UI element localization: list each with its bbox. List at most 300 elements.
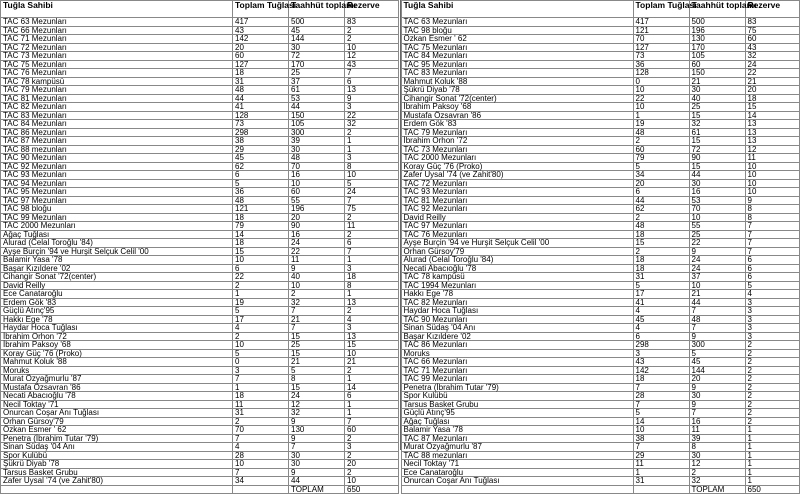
pledge-total-cell: 24 (289, 392, 345, 401)
total-bricks-cell: 3 (633, 349, 689, 358)
owner-cell: Hakkı Ege '78 (401, 290, 633, 299)
total-bricks-cell: 38 (233, 137, 289, 146)
reserve-cell: 13 (345, 332, 399, 341)
owner-cell: TAC 66 Mezunları (1, 26, 233, 35)
total-bricks-cell: 11 (233, 400, 289, 409)
reserve-cell: 4 (345, 315, 399, 324)
total-bricks-cell: 10 (633, 426, 689, 435)
table-row (401, 171, 799, 180)
total-bricks-cell: 1 (233, 383, 289, 392)
reserve-cell: 14 (745, 111, 799, 120)
total-bricks-cell: 11 (633, 460, 689, 469)
pledge-total-cell: 105 (289, 120, 345, 129)
pledge-total-cell: 44 (689, 171, 745, 180)
reserve-cell: 1 (745, 434, 799, 443)
pledge-total-cell: 196 (289, 205, 345, 214)
owner-cell: Sinan Südaş '04 Anı (401, 324, 633, 333)
reserve-cell: 2 (745, 366, 799, 375)
table-row (401, 103, 799, 112)
table-row (401, 392, 799, 401)
pledge-total-cell: 5 (289, 366, 345, 375)
reserve-cell: 6 (345, 239, 399, 248)
owner-cell: İbrahim Paksoy '68 (1, 341, 233, 350)
table-row (401, 273, 799, 282)
owner-cell: Mustafa Özsavran '86 (1, 383, 233, 392)
total-bricks-cell: 29 (233, 145, 289, 154)
owner-cell: TAC 76 Mezunları (1, 69, 233, 78)
reserve-cell: 10 (745, 188, 799, 197)
reserve-cell: 2 (345, 468, 399, 477)
table-row (401, 307, 799, 316)
pledge-total-cell: 9 (289, 468, 345, 477)
reserve-cell: 1 (745, 451, 799, 460)
total-bricks-cell: 73 (633, 52, 689, 61)
pledge-total-cell: 70 (289, 162, 345, 171)
pledge-total-cell: 105 (689, 52, 745, 61)
total-bricks-cell: 79 (233, 222, 289, 231)
left-brick-table (0, 0, 399, 494)
total-bricks-cell: 62 (633, 205, 689, 214)
owner-cell: Güçlü Atınç'95 (401, 409, 633, 418)
pledge-total-cell: 24 (289, 239, 345, 248)
total-bricks-header: Toplam Tuğlası (633, 1, 689, 18)
total-bricks-cell: 70 (633, 35, 689, 44)
owner-cell: TAC 83 Mezunları (401, 69, 633, 78)
reserve-cell: 75 (345, 205, 399, 214)
total-bricks-cell: 2 (233, 332, 289, 341)
owner-cell: TAC 81 Mezunları (1, 94, 233, 103)
table-row (1, 324, 399, 333)
pledge-total-cell: 22 (289, 247, 345, 256)
pledge-total-header: Taahhüt toplamı (289, 1, 345, 18)
owner-cell: TAC 82 Mezunları (1, 103, 233, 112)
owner-cell: TAC 73 Mezunları (1, 52, 233, 61)
pledge-total-cell: 10 (289, 281, 345, 290)
owner-cell: TAC 88 mezunları (401, 451, 633, 460)
owner-cell: TAC 66 Mezunları (401, 358, 633, 367)
owner-cell: TAC 84 Mezunları (1, 120, 233, 129)
left-total-value: 650 (345, 485, 399, 494)
reserve-cell: 3 (345, 154, 399, 163)
reserve-cell: 2 (745, 409, 799, 418)
table-row (1, 460, 399, 469)
total-bricks-cell: 7 (633, 400, 689, 409)
total-bricks-cell: 5 (233, 179, 289, 188)
total-bricks-cell: 1 (233, 290, 289, 299)
table-row (1, 69, 399, 78)
reserve-cell: 22 (745, 69, 799, 78)
total-bricks-cell: 0 (233, 358, 289, 367)
reserve-cell: 10 (745, 162, 799, 171)
table-row (1, 375, 399, 384)
owner-header: Tuğla Sahibi (401, 1, 633, 18)
reserve-cell: 2 (345, 128, 399, 137)
reserve-cell: 7 (745, 239, 799, 248)
reserve-cell: 18 (745, 94, 799, 103)
owner-cell: TAC 87 Mezunları (1, 137, 233, 146)
pledge-total-cell: 44 (689, 298, 745, 307)
table-row (401, 69, 799, 78)
reserve-cell: 5 (345, 179, 399, 188)
reserve-cell: 43 (345, 60, 399, 69)
reserve-cell: 24 (345, 188, 399, 197)
left-total-blank-2 (233, 485, 289, 494)
owner-cell: TAC 72 Mezunları (1, 43, 233, 52)
pledge-total-cell: 196 (689, 26, 745, 35)
owner-cell: TAC 86 Mezunları (1, 128, 233, 137)
total-bricks-cell: 121 (233, 205, 289, 214)
reserve-cell: 7 (745, 230, 799, 239)
right-total-blank-2 (633, 485, 689, 494)
reserve-cell: 8 (745, 205, 799, 214)
owner-cell: TAC 92 Mezunları (1, 162, 233, 171)
pledge-total-cell: 10 (689, 281, 745, 290)
total-bricks-cell: 128 (233, 111, 289, 120)
pledge-total-cell: 10 (689, 213, 745, 222)
table-row (1, 52, 399, 61)
reserve-cell: 1 (345, 290, 399, 299)
total-bricks-cell: 5 (233, 307, 289, 316)
pledge-total-cell: 7 (689, 307, 745, 316)
table-row (401, 426, 799, 435)
owner-cell: TAC 82 Mezunları (401, 298, 633, 307)
pledge-total-cell: 15 (289, 349, 345, 358)
pledge-total-cell: 12 (689, 460, 745, 469)
pledge-total-cell: 500 (289, 18, 345, 27)
owner-cell: Koray Güç '76 (Proko) (1, 349, 233, 358)
owner-cell: Tarsus Basket Grubu (401, 400, 633, 409)
reserve-cell: 3 (345, 324, 399, 333)
total-bricks-cell: 18 (233, 392, 289, 401)
reserve-cell: 75 (745, 26, 799, 35)
table-row (401, 137, 799, 146)
reserve-cell: 2 (745, 375, 799, 384)
pledge-total-cell: 9 (289, 434, 345, 443)
reserve-cell: 7 (745, 247, 799, 256)
reserve-cell: 13 (345, 86, 399, 95)
total-bricks-cell: 2 (233, 417, 289, 426)
table-row (401, 239, 799, 248)
owner-cell: Ağaç Tuğlası (1, 230, 233, 239)
pledge-total-cell: 130 (289, 426, 345, 435)
reserve-cell: 12 (745, 145, 799, 154)
owner-cell: Sinan Südaş '04 Anı (1, 443, 233, 452)
reserve-cell: 1 (345, 145, 399, 154)
owner-cell: İbrahim Paksoy '68 (401, 103, 633, 112)
pledge-total-cell: 2 (289, 290, 345, 299)
total-bricks-cell: 20 (233, 43, 289, 52)
pledge-total-cell: 9 (289, 264, 345, 273)
table-row (401, 400, 799, 409)
pledge-total-cell: 20 (289, 213, 345, 222)
owner-cell: Ayşe Burçin '94 ve Hurşit Selçuk Celil '00 (401, 239, 633, 248)
pledge-total-cell: 15 (689, 162, 745, 171)
owner-cell: Ayşe Burçin '94 ve Hurşit Selçuk Celil '00 (1, 247, 233, 256)
total-bricks-cell: 22 (233, 273, 289, 282)
pledge-total-cell: 21 (289, 358, 345, 367)
table-row (1, 477, 399, 486)
reserve-cell: 43 (745, 43, 799, 52)
reserve-cell: 3 (745, 307, 799, 316)
left-table-body (1, 18, 399, 486)
owner-cell: Penetra (İbrahim Tutar '79) (401, 383, 633, 392)
table-row (1, 273, 399, 282)
right-table-panel (401, 0, 800, 450)
table-row (1, 86, 399, 95)
table-row (401, 188, 799, 197)
total-bricks-cell: 19 (233, 298, 289, 307)
pledge-total-cell: 37 (689, 273, 745, 282)
pledge-total-cell: 24 (689, 256, 745, 265)
owner-cell: Güçlü Atınç'95 (1, 307, 233, 316)
total-bricks-cell: 6 (233, 171, 289, 180)
reserve-cell: 3 (745, 332, 799, 341)
reserve-cell: 2 (345, 26, 399, 35)
reserve-cell: 15 (745, 103, 799, 112)
pledge-total-cell: 9 (289, 417, 345, 426)
table-row (401, 222, 799, 231)
right-total-value: 650 (745, 485, 799, 494)
reserve-cell: 2 (745, 358, 799, 367)
reserve-cell: 1 (345, 256, 399, 265)
total-bricks-cell: 20 (633, 179, 689, 188)
total-bricks-cell: 31 (233, 77, 289, 86)
reserve-cell: 2 (345, 230, 399, 239)
table-row (401, 358, 799, 367)
owner-cell: TAC 75 Mezunları (401, 43, 633, 52)
owner-cell: Alurad (Celal Toroğlu '84) (401, 256, 633, 265)
table-row (1, 171, 399, 180)
table-row (401, 86, 799, 95)
pledge-total-cell: 15 (689, 111, 745, 120)
reserve-cell: 10 (345, 171, 399, 180)
owner-cell: TAC 92 Mezunları (401, 205, 633, 214)
total-bricks-cell: 0 (633, 77, 689, 86)
owner-cell: TAC 87 Mezunları (401, 434, 633, 443)
total-bricks-cell: 18 (233, 69, 289, 78)
total-bricks-cell: 127 (233, 60, 289, 69)
pledge-total-cell: 15 (289, 383, 345, 392)
left-total-blank (1, 485, 233, 494)
total-bricks-cell: 70 (233, 426, 289, 435)
reserve-cell: 13 (745, 120, 799, 129)
owner-cell: TAC 73 Mezunları (401, 145, 633, 154)
total-bricks-cell: 3 (233, 366, 289, 375)
reserve-cell: 10 (345, 477, 399, 486)
table-row (401, 52, 799, 61)
owner-cell: TAC 2000 Mezunları (1, 222, 233, 231)
owner-cell: TAC 97 Mezunları (1, 196, 233, 205)
total-bricks-cell: 127 (633, 43, 689, 52)
pledge-total-cell: 7 (689, 409, 745, 418)
reserve-cell: 10 (345, 43, 399, 52)
total-bricks-cell: 29 (633, 451, 689, 460)
table-row (1, 392, 399, 401)
reserve-cell: 1 (345, 375, 399, 384)
reserve-cell: 83 (745, 18, 799, 27)
table-row (401, 409, 799, 418)
table-row (1, 290, 399, 299)
reserve-cell: 3 (345, 264, 399, 273)
owner-cell: TAC 79 Mezunları (401, 128, 633, 137)
table-row (401, 77, 799, 86)
reserve-cell: 9 (345, 94, 399, 103)
total-bricks-cell: 48 (633, 222, 689, 231)
total-bricks-cell: 1 (633, 468, 689, 477)
total-bricks-cell: 48 (233, 86, 289, 95)
owner-cell: Balamir Yasa '78 (401, 426, 633, 435)
pledge-total-cell: 21 (289, 315, 345, 324)
table-row (1, 137, 399, 146)
reserve-cell: 1 (345, 137, 399, 146)
reserve-cell: 8 (745, 213, 799, 222)
owner-cell: Spor Kulübü (401, 392, 633, 401)
reserve-cell: 15 (345, 341, 399, 350)
total-bricks-cell: 22 (633, 94, 689, 103)
pledge-total-cell: 130 (689, 35, 745, 44)
table-row (1, 103, 399, 112)
reserve-cell: 18 (345, 273, 399, 282)
total-bricks-cell: 14 (633, 417, 689, 426)
owner-cell: TAC 76 Mezunları (401, 230, 633, 239)
reserve-cell: 24 (745, 60, 799, 69)
reserve-cell: 83 (345, 18, 399, 27)
pledge-total-cell: 60 (289, 188, 345, 197)
table-row (1, 196, 399, 205)
total-bricks-cell: 15 (233, 247, 289, 256)
pledge-total-cell: 30 (689, 392, 745, 401)
total-bricks-cell: 5 (633, 162, 689, 171)
pledge-total-cell: 30 (689, 451, 745, 460)
reserve-cell: 3 (345, 103, 399, 112)
owner-cell: Zafer Uysal '74 (ve Zahit'80) (1, 477, 233, 486)
right-header-row (401, 1, 799, 18)
owner-cell: TAC 71 Mezunları (1, 35, 233, 44)
total-bricks-cell: 10 (633, 86, 689, 95)
owner-cell: Haydar Hoca Tuğlası (1, 324, 233, 333)
reserve-cell: 10 (745, 171, 799, 180)
pledge-total-cell: 55 (289, 196, 345, 205)
table-row (1, 426, 399, 435)
reserve-cell: 14 (345, 383, 399, 392)
reserve-cell: 3 (745, 315, 799, 324)
reserve-cell: 2 (745, 417, 799, 426)
owner-cell: TAC 84 Mezunları (401, 52, 633, 61)
pledge-total-cell: 500 (689, 18, 745, 27)
total-bricks-cell: 2 (633, 213, 689, 222)
total-bricks-header: Toplam Tuğlası (233, 1, 289, 18)
owner-cell: TAC 2000 Mezunları (401, 154, 633, 163)
owner-header: Tuğla Sahibi (1, 1, 233, 18)
pledge-total-cell: 32 (689, 120, 745, 129)
table-row (401, 256, 799, 265)
owner-cell: İbrahim Orhon '72 (1, 332, 233, 341)
pledge-total-cell: 25 (689, 103, 745, 112)
total-bricks-cell: 7 (633, 443, 689, 452)
total-bricks-cell: 41 (633, 298, 689, 307)
owner-cell: Haydar Hoca Tuğlası (401, 307, 633, 316)
reserve-cell: 2 (745, 341, 799, 350)
owner-cell: Ece Canataroğlu (401, 468, 633, 477)
reserve-header: Rezerve (745, 1, 799, 18)
table-row (1, 239, 399, 248)
total-bricks-cell: 36 (233, 188, 289, 197)
total-bricks-cell: 48 (233, 196, 289, 205)
table-row (401, 120, 799, 129)
pledge-total-cell: 9 (689, 247, 745, 256)
reserve-cell: 11 (745, 154, 799, 163)
table-row (1, 256, 399, 265)
total-bricks-cell: 43 (633, 358, 689, 367)
pledge-total-cell: 7 (289, 307, 345, 316)
owner-cell: Şükrü Diyab '78 (401, 86, 633, 95)
pledge-total-cell: 30 (689, 179, 745, 188)
reserve-cell: 60 (745, 35, 799, 44)
owner-cell: TAC 98 bloğu (401, 26, 633, 35)
owner-cell: TAC 81 Mezunları (401, 196, 633, 205)
owner-cell: Şükrü Diyab '78 (1, 460, 233, 469)
reserve-cell: 21 (745, 77, 799, 86)
pledge-total-cell: 32 (289, 409, 345, 418)
pledge-total-cell: 15 (689, 137, 745, 146)
owner-cell: TAC 98 bloğu (1, 205, 233, 214)
total-bricks-cell: 7 (233, 468, 289, 477)
reserve-cell: 7 (745, 222, 799, 231)
pledge-total-cell: 16 (689, 417, 745, 426)
reserve-cell: 60 (345, 426, 399, 435)
owner-cell: Alurad (Celal Toroğlu '84) (1, 239, 233, 248)
owner-cell: İbrahim Orhon '72 (401, 137, 633, 146)
total-bricks-cell: 2 (233, 281, 289, 290)
pledge-total-cell: 25 (289, 341, 345, 350)
reserve-cell: 1 (745, 477, 799, 486)
reserve-cell: 2 (345, 307, 399, 316)
owner-cell: Koray Güç '76 (Proko) (401, 162, 633, 171)
total-bricks-cell: 6 (233, 264, 289, 273)
pledge-total-cell: 16 (289, 230, 345, 239)
reserve-cell: 1 (745, 443, 799, 452)
reserve-cell: 2 (345, 434, 399, 443)
pledge-total-cell: 55 (689, 222, 745, 231)
pledge-total-cell: 144 (289, 35, 345, 44)
pledge-total-cell: 30 (689, 86, 745, 95)
owner-cell: TAC 90 Mezunları (401, 315, 633, 324)
total-bricks-cell: 4 (233, 443, 289, 452)
owner-cell: Ağaç Tuğlası (401, 417, 633, 426)
pledge-total-cell: 150 (689, 69, 745, 78)
table-row (1, 409, 399, 418)
reserve-cell: 6 (345, 77, 399, 86)
total-bricks-cell: 19 (633, 120, 689, 129)
total-bricks-cell: 5 (633, 281, 689, 290)
left-table-panel (0, 0, 401, 450)
owner-cell: Cihangir Sonat '72(center) (1, 273, 233, 282)
total-bricks-cell: 45 (633, 315, 689, 324)
reserve-cell: 6 (745, 256, 799, 265)
total-bricks-cell: 17 (633, 290, 689, 299)
table-row (1, 358, 399, 367)
table-row (401, 35, 799, 44)
owner-cell: Mahmut Koluk '88 (1, 358, 233, 367)
pledge-total-cell: 25 (689, 230, 745, 239)
owner-cell: TAC 71 Mezunları (401, 366, 633, 375)
owner-cell: Özkan Esmer ' 62 (1, 426, 233, 435)
reserve-cell: 32 (345, 120, 399, 129)
pledge-total-cell: 30 (289, 43, 345, 52)
total-bricks-cell: 2 (633, 137, 689, 146)
pledge-total-cell: 39 (289, 137, 345, 146)
pledge-total-cell: 72 (289, 52, 345, 61)
